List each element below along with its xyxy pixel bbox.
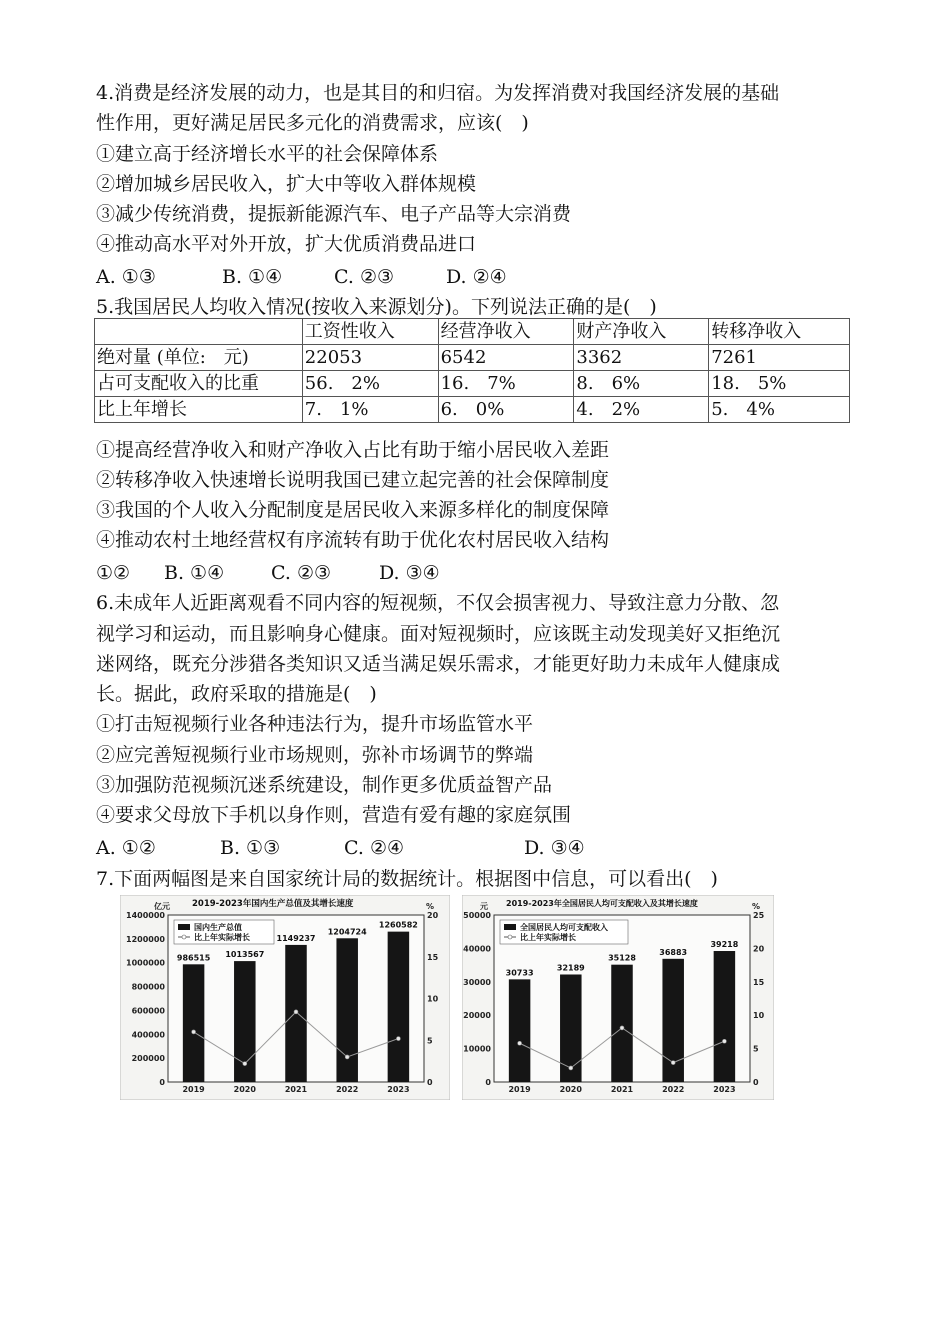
growth-point <box>396 1037 400 1041</box>
q5-option-a[interactable]: ①② <box>96 562 131 584</box>
y-tick-label: 20000 <box>463 1011 491 1021</box>
legend-bar-swatch <box>178 924 190 930</box>
legend-bar-label: 国内生产总值 <box>194 923 242 932</box>
q6-stem-line2: 视学习和运动，而且影响身心健康。面对短视频时，应该既主动发现美好又拒绝沉 <box>96 623 781 645</box>
gdp-chart <box>120 895 450 1100</box>
bar-value-label: 39218 <box>710 940 739 950</box>
y-tick-label: 30000 <box>463 977 491 987</box>
x-tick-label: 2021 <box>284 1085 308 1094</box>
y-axis-unit: 元 <box>480 902 488 911</box>
table-cell: 转移净收入 <box>709 319 850 345</box>
q6-option-c[interactable]: C. ②④ <box>344 837 405 859</box>
q4-option-a[interactable]: A. ①③ <box>96 266 156 288</box>
table-cell: 56. 2% <box>302 371 438 397</box>
y2-tick-label: 0 <box>427 1078 433 1087</box>
y2-tick-label: 20 <box>427 911 439 920</box>
growth-point <box>620 1026 624 1030</box>
q5-option-d[interactable]: D. ③④ <box>379 562 440 584</box>
x-tick-label: 2023 <box>713 1085 736 1094</box>
table-row <box>95 371 850 397</box>
q5-option-c[interactable]: C. ②③ <box>271 562 332 584</box>
income-chart-svg <box>462 895 774 1100</box>
y2-tick-label: 25 <box>753 911 765 920</box>
y-tick-label: 50000 <box>463 911 491 920</box>
y-tick-label: 400000 <box>131 1030 165 1040</box>
legend-line-marker <box>508 935 512 939</box>
y-tick-label: 1200000 <box>126 934 165 944</box>
table-row <box>95 345 850 371</box>
bar <box>336 938 358 1082</box>
table-cell: 18. 5% <box>709 371 850 397</box>
q5-option-b[interactable]: B. ①④ <box>164 562 225 584</box>
q6-item-3: ③加强防范视频沉迷系统建设，制作更多优质益智产品 <box>96 774 553 796</box>
y2-tick-label: 20 <box>753 944 765 954</box>
legend-line-label: 比上年实际增长 <box>520 933 576 942</box>
bar <box>509 979 531 1082</box>
growth-point <box>345 1055 349 1059</box>
growth-point <box>569 1066 573 1070</box>
q4-stem-line1: 4.消费是经济发展的动力，也是其目的和归宿。为发挥消费对我国经济发展的基础 <box>96 82 780 104</box>
x-tick-label: 2021 <box>610 1085 634 1094</box>
q4-options <box>96 262 507 292</box>
y-tick-label: 1000000 <box>126 958 165 968</box>
bar-value-label: 1013567 <box>225 950 265 960</box>
q5-options <box>96 558 440 588</box>
table-cell: 4. 2% <box>574 397 709 423</box>
table-cell <box>95 319 303 345</box>
y2-tick-label: 0 <box>753 1078 759 1087</box>
y-tick-label: 1400000 <box>126 911 165 920</box>
growth-point <box>518 1041 522 1045</box>
x-tick-label: 2019 <box>182 1085 205 1094</box>
income-table <box>94 318 850 423</box>
chart-title: 2019-2023年国内生产总值及其增长速度 <box>192 899 354 909</box>
x-tick-label: 2022 <box>662 1085 685 1094</box>
q4-item-1: ①建立高于经济增长水平的社会保障体系 <box>96 143 439 165</box>
q5-stem: 5.我国居民人均收入情况(按收入来源划分)。下列说法正确的是( ) <box>96 296 657 318</box>
bar-value-label: 986515 <box>176 953 211 963</box>
y-tick-label: 600000 <box>131 1006 165 1016</box>
legend-bar-label: 全国居民人均可支配收入 <box>520 923 608 932</box>
q6-item-2: ②应完善短视频行业市场规则，弥补市场调节的弊端 <box>96 744 534 766</box>
q6-stem-line3: 迷网络，既充分涉猎各类知识又适当满足娱乐需求，才能更好助力未成年人健康成 <box>96 653 781 675</box>
table-cell: 3362 <box>574 345 709 371</box>
bar-value-label: 1260582 <box>378 920 418 930</box>
gdp-chart-svg <box>120 895 450 1100</box>
y2-tick-label: 15 <box>753 977 765 987</box>
table-cell: 6. 0% <box>438 397 574 423</box>
q4-option-b[interactable]: B. ①④ <box>222 266 283 288</box>
x-tick-label: 2022 <box>336 1085 359 1094</box>
y2-axis-unit: % <box>426 902 435 911</box>
growth-point <box>671 1061 675 1065</box>
bar-value-label: 1149237 <box>276 933 316 943</box>
q4-option-d[interactable]: D. ②④ <box>446 266 507 288</box>
x-tick-label: 2020 <box>233 1085 256 1094</box>
x-tick-label: 2020 <box>559 1085 582 1094</box>
y2-tick-label: 10 <box>753 1011 765 1021</box>
legend-line-label: 比上年实际增长 <box>194 933 250 942</box>
bar <box>714 951 736 1082</box>
table-cell: 工资性收入 <box>302 319 438 345</box>
table-cell: 5. 4% <box>709 397 850 423</box>
y2-tick-label: 5 <box>753 1044 759 1054</box>
q5-item-4: ④推动农村土地经营权有序流转有助于优化农村居民收入结构 <box>96 529 610 551</box>
bar <box>183 964 205 1082</box>
q7-stem: 7.下面两幅图是来自国家统计局的数据统计。根据图中信息，可以看出( ) <box>96 868 718 890</box>
table-cell: 比上年增长 <box>95 397 303 423</box>
bar-value-label: 35128 <box>608 953 636 963</box>
legend-line-marker <box>182 935 186 939</box>
table-cell: 8. 6% <box>574 371 709 397</box>
y2-tick-label: 15 <box>427 952 439 962</box>
q4-item-3: ③减少传统消费，提振新能源汽车、电子产品等大宗消费 <box>96 203 572 225</box>
q6-option-d[interactable]: D. ③④ <box>524 837 585 859</box>
growth-point <box>294 1010 298 1014</box>
table-cell: 22053 <box>302 345 438 371</box>
table-cell: 经营净收入 <box>438 319 574 345</box>
q5-item-2: ②转移净收入快速增长说明我国已建立起完善的社会保障制度 <box>96 469 610 491</box>
table-cell: 7261 <box>709 345 850 371</box>
y2-axis-unit: % <box>752 902 761 911</box>
legend-bar-swatch <box>504 924 516 930</box>
table-cell: 财产净收入 <box>574 319 709 345</box>
growth-point <box>192 1030 196 1034</box>
table-cell: 6542 <box>438 345 574 371</box>
income-chart <box>462 895 774 1100</box>
y-tick-label: 200000 <box>131 1054 165 1064</box>
q6-item-1: ①打击短视频行业各种违法行为，提升市场监管水平 <box>96 713 534 735</box>
table-cell: 绝对量 (单位: 元) <box>95 345 303 371</box>
q4-item-4: ④推动高水平对外开放，扩大优质消费品进口 <box>96 233 477 255</box>
q6-item-4: ④要求父母放下手机以身作则，营造有爱有趣的家庭氛围 <box>96 804 572 826</box>
bar <box>388 932 410 1082</box>
q6-option-a[interactable]: A. ①② <box>96 837 156 859</box>
y-tick-label: 800000 <box>131 982 165 992</box>
bar <box>611 965 633 1082</box>
y-tick-label: 10000 <box>463 1044 491 1054</box>
y2-tick-label: 10 <box>427 994 439 1004</box>
q4-stem-line2: 性作用，更好满足居民多元化的消费需求，应该( ) <box>96 112 529 134</box>
table-row <box>95 397 850 423</box>
x-tick-label: 2023 <box>387 1085 410 1094</box>
y-tick-label: 0 <box>485 1078 491 1087</box>
chart-title: 2019-2023年全国居民人均可支配收入及其增长速度 <box>506 899 698 908</box>
q6-stem-line1: 6.未成年人近距离观看不同内容的短视频，不仅会损害视力、导致注意力分散、忽 <box>96 592 780 614</box>
q6-option-b[interactable]: B. ①③ <box>220 837 281 859</box>
growth-point <box>722 1039 726 1043</box>
table-cell: 16. 7% <box>438 371 574 397</box>
bar-value-label: 1204724 <box>327 927 367 937</box>
bar-value-label: 36883 <box>659 947 688 957</box>
y-tick-label: 40000 <box>463 944 491 954</box>
table-header-row <box>95 319 850 345</box>
bar-value-label: 30733 <box>505 968 534 978</box>
table-cell: 7. 1% <box>302 397 438 423</box>
y-tick-label: 0 <box>159 1078 165 1087</box>
q5-item-1: ①提高经营净收入和财产净收入占比有助于缩小居民收入差距 <box>96 439 610 461</box>
table-cell: 占可支配收入的比重 <box>95 371 303 397</box>
y2-tick-label: 5 <box>427 1036 433 1046</box>
q6-stem-line4: 长。据此，政府采取的措施是( ) <box>96 683 377 705</box>
q5-item-3: ③我国的个人收入分配制度是居民收入来源多样化的制度保障 <box>96 499 610 521</box>
x-tick-label: 2019 <box>508 1085 531 1094</box>
y-axis-unit: 亿元 <box>154 902 170 911</box>
q4-item-2: ②增加城乡居民收入，扩大中等收入群体规模 <box>96 173 477 195</box>
bar-value-label: 32189 <box>556 963 585 973</box>
growth-point <box>243 1062 247 1066</box>
q6-options <box>96 833 585 863</box>
q4-option-c[interactable]: C. ②③ <box>334 266 395 288</box>
